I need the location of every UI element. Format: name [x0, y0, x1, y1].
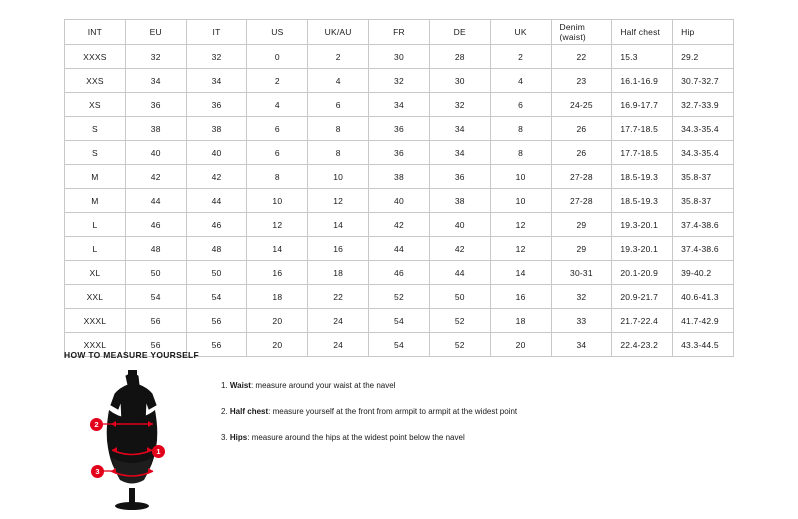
- size-label-cell: S: [65, 117, 126, 141]
- size-value-cell: 34: [429, 141, 490, 165]
- mannequin-illustration: [64, 370, 199, 510]
- size-label-cell: M: [65, 189, 126, 213]
- size-value-cell: 52: [369, 285, 430, 309]
- table-row: [65, 261, 734, 285]
- column-header: INT: [65, 20, 126, 45]
- size-value-cell: 20: [247, 333, 308, 357]
- note-term: Half chest: [229, 407, 269, 416]
- table-row: [65, 69, 734, 93]
- size-value-cell: 38: [369, 165, 430, 189]
- size-value-cell: 6: [247, 117, 308, 141]
- size-value-cell: 40: [429, 213, 490, 237]
- size-value-cell: 32: [429, 93, 490, 117]
- note-text: : measure yourself at the front from armpit to armpit at the widest point: [268, 407, 518, 416]
- size-value-cell: 19.3-20.1: [612, 237, 673, 261]
- note-text: : measure around your waist at the navel: [250, 381, 396, 390]
- table-row: [65, 237, 734, 261]
- column-header: Denim (waist): [551, 20, 612, 45]
- size-value-cell: 43.3-44.5: [673, 333, 734, 357]
- measurement-notes: [221, 370, 517, 458]
- size-value-cell: 54: [125, 285, 186, 309]
- size-value-cell: 24: [308, 309, 369, 333]
- size-value-cell: 29: [551, 237, 612, 261]
- size-value-cell: 36: [369, 117, 430, 141]
- size-value-cell: 29: [551, 213, 612, 237]
- size-value-cell: 52: [429, 333, 490, 357]
- size-value-cell: 18: [247, 285, 308, 309]
- size-value-cell: 14: [308, 213, 369, 237]
- size-value-cell: 56: [186, 333, 247, 357]
- size-value-cell: 37.4-38.6: [673, 237, 734, 261]
- size-value-cell: 30: [369, 45, 430, 69]
- size-value-cell: 50: [125, 261, 186, 285]
- size-value-cell: 21.7-22.4: [612, 309, 673, 333]
- size-value-cell: 42: [429, 237, 490, 261]
- size-value-cell: 36: [369, 141, 430, 165]
- table-row: [65, 93, 734, 117]
- size-value-cell: 28: [429, 45, 490, 69]
- size-value-cell: 4: [490, 69, 551, 93]
- figure-bullet-2: 2: [90, 418, 103, 431]
- size-value-cell: 16.9-17.7: [612, 93, 673, 117]
- size-value-cell: 23: [551, 69, 612, 93]
- size-value-cell: 44: [429, 261, 490, 285]
- size-value-cell: 22: [551, 45, 612, 69]
- size-value-cell: 6: [247, 141, 308, 165]
- size-label-cell: XS: [65, 93, 126, 117]
- size-value-cell: 44: [125, 189, 186, 213]
- size-value-cell: 30-31: [551, 261, 612, 285]
- size-value-cell: 38: [125, 117, 186, 141]
- size-value-cell: 26: [551, 117, 612, 141]
- size-value-cell: 10: [247, 189, 308, 213]
- size-value-cell: 10: [490, 165, 551, 189]
- note-number: 2.: [221, 407, 228, 416]
- note-number: 1.: [221, 381, 228, 390]
- size-value-cell: 46: [369, 261, 430, 285]
- size-value-cell: 41.7-42.9: [673, 309, 734, 333]
- size-value-cell: 15.3: [612, 45, 673, 69]
- size-value-cell: 42: [125, 165, 186, 189]
- size-value-cell: 50: [186, 261, 247, 285]
- size-label-cell: XXXL: [65, 333, 126, 357]
- size-value-cell: 17.7-18.5: [612, 141, 673, 165]
- size-value-cell: 17.7-18.5: [612, 117, 673, 141]
- size-value-cell: 37.4-38.6: [673, 213, 734, 237]
- size-label-cell: XL: [65, 261, 126, 285]
- note-number: 3.: [221, 433, 228, 442]
- size-value-cell: 32.7-33.9: [673, 93, 734, 117]
- table-row: [65, 141, 734, 165]
- size-value-cell: 18.5-19.3: [612, 165, 673, 189]
- size-value-cell: 18.5-19.3: [612, 189, 673, 213]
- how-to-measure-section: [64, 350, 744, 510]
- table-row: [65, 45, 734, 69]
- size-value-cell: 2: [308, 45, 369, 69]
- measurement-note: [221, 406, 517, 418]
- size-value-cell: 30: [429, 69, 490, 93]
- size-value-cell: 4: [308, 69, 369, 93]
- size-table-body: [65, 45, 734, 357]
- size-value-cell: 16: [247, 261, 308, 285]
- table-header-row: [65, 20, 734, 45]
- size-value-cell: 34: [429, 117, 490, 141]
- size-value-cell: 34: [551, 333, 612, 357]
- size-value-cell: 6: [490, 93, 551, 117]
- size-value-cell: 6: [308, 93, 369, 117]
- size-value-cell: 20: [490, 333, 551, 357]
- size-value-cell: 36: [186, 93, 247, 117]
- table-row: [65, 189, 734, 213]
- table-row: [65, 165, 734, 189]
- size-value-cell: 32: [551, 285, 612, 309]
- size-value-cell: 30.7-32.7: [673, 69, 734, 93]
- table-row: [65, 117, 734, 141]
- size-value-cell: 48: [186, 237, 247, 261]
- column-header: DE: [429, 20, 490, 45]
- size-value-cell: 18: [308, 261, 369, 285]
- note-text: : measure around the hips at the widest point below the navel: [247, 433, 465, 442]
- size-value-cell: 34: [186, 69, 247, 93]
- size-label-cell: XXXL: [65, 309, 126, 333]
- size-value-cell: 46: [125, 213, 186, 237]
- size-value-cell: 8: [490, 117, 551, 141]
- size-table: [64, 19, 734, 357]
- size-value-cell: 46: [186, 213, 247, 237]
- size-value-cell: 20: [247, 309, 308, 333]
- column-header: EU: [125, 20, 186, 45]
- size-value-cell: 39-40.2: [673, 261, 734, 285]
- size-value-cell: 36: [125, 93, 186, 117]
- size-value-cell: 34.3-35.4: [673, 141, 734, 165]
- size-value-cell: 22: [308, 285, 369, 309]
- note-term: Hips: [229, 433, 248, 442]
- size-table-container: [64, 19, 734, 357]
- size-value-cell: 12: [247, 213, 308, 237]
- size-value-cell: 12: [308, 189, 369, 213]
- size-value-cell: 32: [186, 45, 247, 69]
- column-header: UK/AU: [308, 20, 369, 45]
- size-value-cell: 34: [369, 93, 430, 117]
- size-value-cell: 18: [490, 309, 551, 333]
- size-value-cell: 40: [369, 189, 430, 213]
- size-value-cell: 38: [429, 189, 490, 213]
- size-value-cell: 40: [125, 141, 186, 165]
- size-value-cell: 38: [186, 117, 247, 141]
- size-value-cell: 35.8-37: [673, 189, 734, 213]
- size-value-cell: 14: [490, 261, 551, 285]
- note-term: Waist: [229, 381, 251, 390]
- size-value-cell: 8: [247, 165, 308, 189]
- measurement-note: [221, 432, 517, 444]
- size-value-cell: 4: [247, 93, 308, 117]
- table-row: [65, 285, 734, 309]
- column-header: FR: [369, 20, 430, 45]
- size-value-cell: 24: [308, 333, 369, 357]
- size-value-cell: 2: [247, 69, 308, 93]
- size-value-cell: 42: [369, 213, 430, 237]
- column-header: IT: [186, 20, 247, 45]
- size-label-cell: L: [65, 237, 126, 261]
- size-value-cell: 8: [308, 117, 369, 141]
- size-value-cell: 33: [551, 309, 612, 333]
- size-value-cell: 54: [369, 333, 430, 357]
- size-value-cell: 0: [247, 45, 308, 69]
- size-value-cell: 8: [490, 141, 551, 165]
- size-value-cell: 8: [308, 141, 369, 165]
- size-value-cell: 32: [369, 69, 430, 93]
- size-value-cell: 42: [186, 165, 247, 189]
- size-value-cell: 22.4-23.2: [612, 333, 673, 357]
- size-value-cell: 48: [125, 237, 186, 261]
- size-value-cell: 34.3-35.4: [673, 117, 734, 141]
- size-value-cell: 16: [490, 285, 551, 309]
- size-value-cell: 50: [429, 285, 490, 309]
- size-value-cell: 35.8-37: [673, 165, 734, 189]
- table-row: [65, 213, 734, 237]
- size-value-cell: 56: [125, 333, 186, 357]
- column-header: Hip: [673, 20, 734, 45]
- size-value-cell: 14: [247, 237, 308, 261]
- size-value-cell: 32: [125, 45, 186, 69]
- figure-bullet-3: 3: [91, 465, 104, 478]
- column-header: US: [247, 20, 308, 45]
- size-value-cell: 20.9-21.7: [612, 285, 673, 309]
- size-value-cell: 54: [186, 285, 247, 309]
- size-value-cell: 2: [490, 45, 551, 69]
- size-label-cell: XXS: [65, 69, 126, 93]
- size-label-cell: XXL: [65, 285, 126, 309]
- size-value-cell: 27-28: [551, 165, 612, 189]
- size-value-cell: 54: [369, 309, 430, 333]
- size-label-cell: L: [65, 213, 126, 237]
- size-value-cell: 12: [490, 213, 551, 237]
- column-header: UK: [490, 20, 551, 45]
- size-value-cell: 26: [551, 141, 612, 165]
- figure-bullet-1: 1: [152, 445, 165, 458]
- how-to-measure-title: HOW TO MEASURE YOURSELF: [64, 350, 200, 360]
- size-value-cell: 16: [308, 237, 369, 261]
- size-value-cell: 56: [186, 309, 247, 333]
- size-value-cell: 44: [186, 189, 247, 213]
- size-label-cell: M: [65, 165, 126, 189]
- size-value-cell: 10: [490, 189, 551, 213]
- size-value-cell: 10: [308, 165, 369, 189]
- column-header: Half chest: [612, 20, 673, 45]
- how-to-measure-body: [64, 370, 744, 510]
- size-value-cell: 34: [125, 69, 186, 93]
- size-value-cell: 20.1-20.9: [612, 261, 673, 285]
- size-value-cell: 36: [429, 165, 490, 189]
- size-label-cell: S: [65, 141, 126, 165]
- size-value-cell: 40.6-41.3: [673, 285, 734, 309]
- size-value-cell: 16.1-16.9: [612, 69, 673, 93]
- size-value-cell: 40: [186, 141, 247, 165]
- size-value-cell: 24-25: [551, 93, 612, 117]
- size-value-cell: 27-28: [551, 189, 612, 213]
- size-value-cell: 19.3-20.1: [612, 213, 673, 237]
- measurement-note: [221, 380, 517, 392]
- size-label-cell: XXXS: [65, 45, 126, 69]
- size-value-cell: 12: [490, 237, 551, 261]
- size-value-cell: 29.2: [673, 45, 734, 69]
- size-table-header: [65, 20, 734, 45]
- size-value-cell: 44: [369, 237, 430, 261]
- size-value-cell: 56: [125, 309, 186, 333]
- size-value-cell: 52: [429, 309, 490, 333]
- measurement-figure: [64, 370, 199, 510]
- table-row: [65, 309, 734, 333]
